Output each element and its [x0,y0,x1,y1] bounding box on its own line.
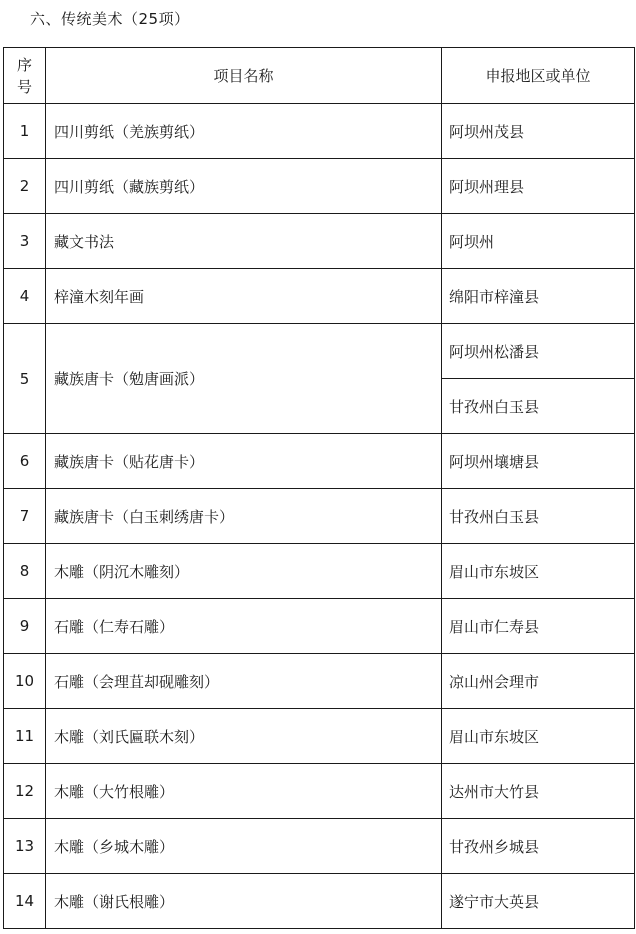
column-header-region: 申报地区或单位 [442,48,635,104]
region-name: 阿坝州松潘县 [442,324,635,379]
region-name: 阿坝州 [442,214,635,269]
region-name: 甘孜州白玉县 [442,489,635,544]
row-number: 10 [4,654,46,709]
region-name: 阿坝州理县 [442,159,635,214]
project-name: 石雕（会理苴却砚雕刻） [46,654,442,709]
project-name: 藏族唐卡（白玉刺绣唐卡） [46,489,442,544]
row-number: 9 [4,599,46,654]
table-body [4,48,635,929]
region-name: 阿坝州壤塘县 [442,434,635,489]
project-name: 木雕（乡城木雕） [46,819,442,874]
column-header-number-line1: 序 [16,55,32,74]
region-name: 眉山市仁寿县 [442,599,635,654]
row-number: 4 [4,269,46,324]
table-row [4,324,635,379]
row-number: 6 [4,434,46,489]
table-row [4,819,635,874]
row-number: 12 [4,764,46,819]
table-row [4,214,635,269]
row-number: 2 [4,159,46,214]
row-number: 1 [4,104,46,159]
table-row [4,874,635,929]
project-name: 四川剪纸（藏族剪纸） [46,159,442,214]
row-number: 13 [4,819,46,874]
table-row [4,709,635,764]
region-name: 凉山州会理市 [442,654,635,709]
heritage-table [3,47,635,929]
table-row [4,104,635,159]
project-name: 木雕（大竹根雕） [46,764,442,819]
table-header-row [4,48,635,104]
project-name: 木雕（刘氏匾联木刻） [46,709,442,764]
project-name: 四川剪纸（羌族剪纸） [46,104,442,159]
table-row [4,434,635,489]
project-name: 藏族唐卡（勉唐画派） [46,324,442,434]
region-name: 遂宁市大英县 [442,874,635,929]
project-name: 藏族唐卡（贴花唐卡） [46,434,442,489]
row-number: 5 [4,324,46,434]
region-name: 眉山市东坡区 [442,544,635,599]
project-name: 木雕（阴沉木雕刻） [46,544,442,599]
row-number: 11 [4,709,46,764]
table-row [4,269,635,324]
table-row [4,764,635,819]
row-number: 7 [4,489,46,544]
row-number: 8 [4,544,46,599]
region-name: 绵阳市梓潼县 [442,269,635,324]
region-name: 眉山市东坡区 [442,709,635,764]
region-name: 达州市大竹县 [442,764,635,819]
row-number: 14 [4,874,46,929]
table-row [4,159,635,214]
table-row [4,544,635,599]
region-name: 甘孜州白玉县 [442,379,635,434]
column-header-name: 项目名称 [46,48,442,104]
region-name: 甘孜州乡城县 [442,819,635,874]
project-name: 梓潼木刻年画 [46,269,442,324]
row-number: 3 [4,214,46,269]
column-header-number-line2: 号 [16,77,32,96]
region-name: 阿坝州茂县 [442,104,635,159]
table-row [4,654,635,709]
project-name: 藏文书法 [46,214,442,269]
table-row [4,599,635,654]
column-header-number [4,48,46,104]
table-row [4,489,635,544]
project-name: 木雕（谢氏根雕） [46,874,442,929]
project-name: 石雕（仁寿石雕） [46,599,442,654]
section-heading: 六、传统美术（25项） [30,10,190,28]
